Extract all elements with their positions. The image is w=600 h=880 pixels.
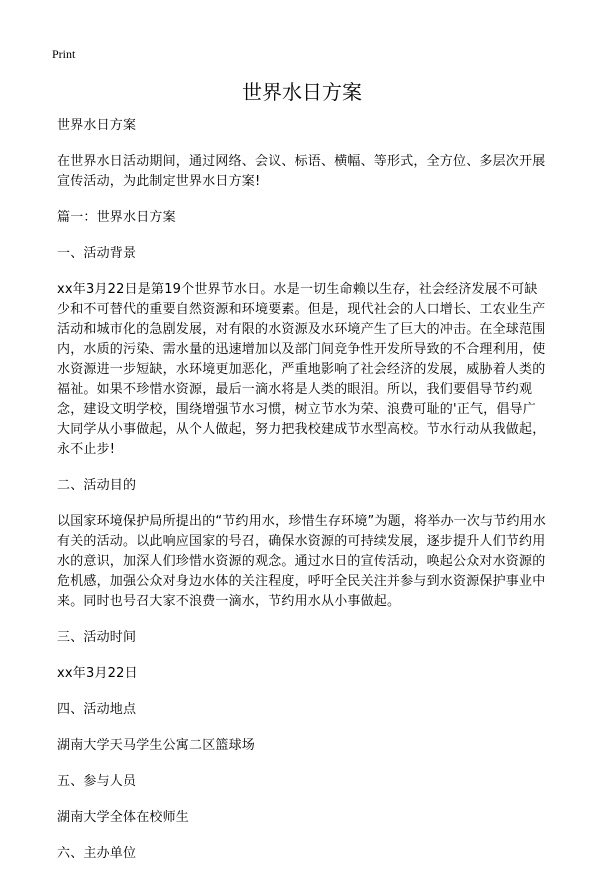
- section-heading: 三、活动时间: [57, 630, 137, 645]
- background-paragraph: xx年3月22日是第19个世界节水日。水是一切生命赖以生存，社会经济发展不可缺少和不可替代的重要自然资源和环境要素。但是，现代社会的人口增长、工农业生产活动和城市化的急剧发展，对有限的水资源及水环境产生了巨大的冲击。在全球范围内，水质的污染、需水量的迅速增加以及部门间竞争性开发所导致的不合理利用，使水资源进一步短缺，水环境更加恶化，严重地影响了社会经济的发展，威胁着人类的福祉。如果不珍惜水资源，最后一滴水将是人类的眼泪。所以，我们要倡导节约观念，建设文明学校，围绕增强节水习惯，树立节水为荣、浪费可耻的'正气，倡导广大同学从小事做起，从个人做起，努力把我校建成节水型高校。节水行动从我做起，永不止步!: [57, 282, 546, 457]
- document-body: [57, 78, 547, 880]
- intro-paragraph: 在世界水日活动期间，通过网络、会议、标语、横幅、等形式，全方位、多层次开展宣传活动，为此制定世界水日方案!: [57, 154, 546, 189]
- section-heading: 二、活动目的: [57, 478, 137, 493]
- document-title: 世界水日方案: [242, 80, 362, 104]
- section-heading: 四、活动地点: [57, 702, 137, 717]
- purpose-paragraph: 以国家环境保护局所提出的“节约用水，珍惜生存环境”为题，将举办一次与节约用水有关的活动。以此响应国家的号召，确保水资源的可持续发展，逐步提升人们节约用水的意识，加深人们珍惜水资源的观念。通过水日的宣传活动，唤起公众对水资源的危机感，加强公众对身边水体的关注程度，呼吁全民关注并参与到水资源保护事业中来。同时也号召大家不浪费一滴水，节约用水从小事做起。: [57, 514, 547, 609]
- section-heading: 一、活动背景: [57, 246, 137, 261]
- section-heading: 六、主办单位: [57, 846, 137, 861]
- section-heading: 篇一：世界水日方案: [57, 210, 176, 225]
- section-heading: 五、参与人员: [57, 774, 137, 789]
- print-link[interactable]: Print: [52, 47, 76, 61]
- subtitle: 世界水日方案: [57, 118, 137, 133]
- event-location: 湖南大学天马学生公寓二区篮球场: [57, 738, 256, 753]
- event-date: xx年3月22日: [57, 666, 138, 681]
- participants: 湖南大学全体在校师生: [57, 810, 190, 825]
